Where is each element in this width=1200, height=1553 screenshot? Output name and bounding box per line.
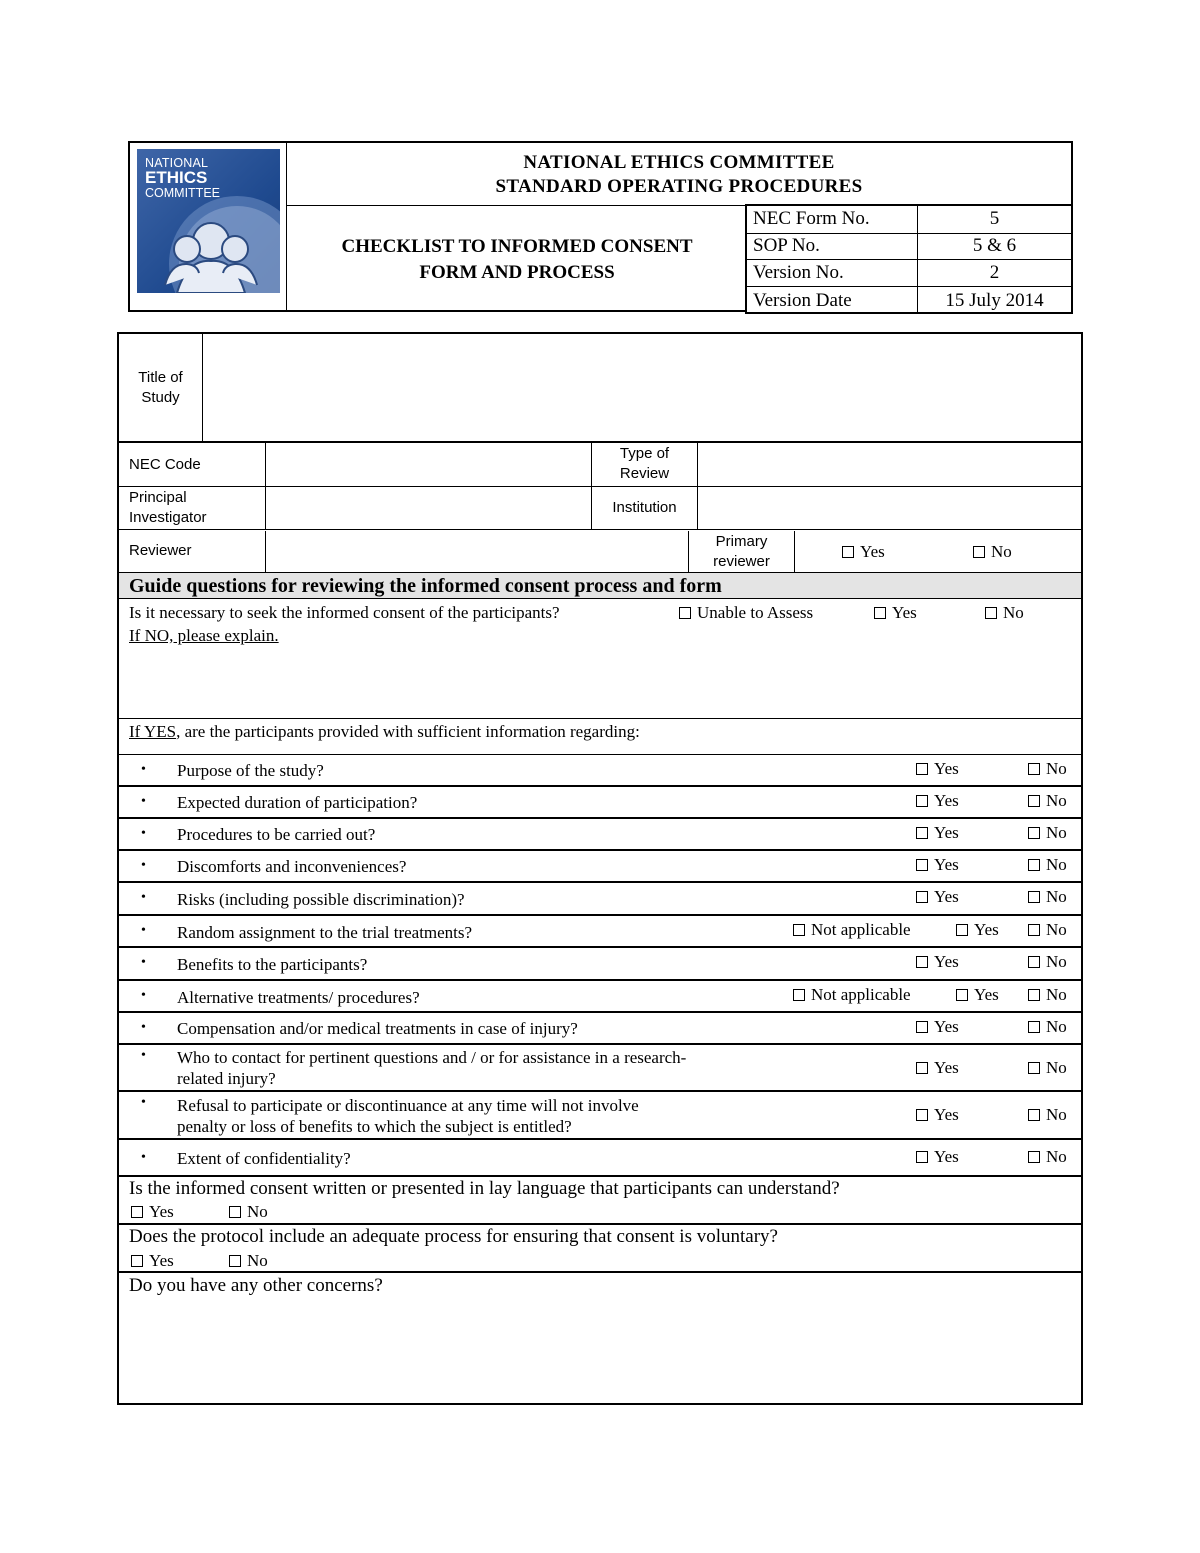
checkbox-icon[interactable] xyxy=(985,607,997,619)
option-label: Yes xyxy=(934,1058,959,1077)
info-row xyxy=(747,286,1071,312)
bullet: • xyxy=(141,826,146,841)
checkbox-icon[interactable] xyxy=(916,1062,928,1074)
if-yes-prefix: If YES xyxy=(129,722,177,741)
checkbox-icon[interactable] xyxy=(131,1206,143,1218)
institution-field[interactable] xyxy=(699,488,1081,529)
primary-reviewer-no[interactable] xyxy=(973,542,1012,562)
reviewer-field[interactable] xyxy=(267,531,687,572)
item-yes[interactable] xyxy=(916,952,959,972)
checkbox-icon[interactable] xyxy=(1028,795,1040,807)
if-no-explain: If NO, please explain. xyxy=(129,626,279,645)
title-of-study-field[interactable] xyxy=(204,334,1081,441)
form-title-line-1: CHECKLIST TO INFORMED CONSENT xyxy=(341,236,693,257)
option-label: No xyxy=(1046,952,1067,971)
option-label: No xyxy=(1046,823,1067,842)
checkbox-icon[interactable] xyxy=(131,1255,143,1267)
divider xyxy=(697,443,698,488)
divider xyxy=(119,1011,1081,1013)
item-no[interactable] xyxy=(1028,1147,1067,1167)
divider xyxy=(119,718,1081,719)
item-yes[interactable] xyxy=(916,1105,959,1125)
info-label: Version Date xyxy=(753,290,852,311)
info-label: NEC Form No. xyxy=(753,208,870,229)
option-label: Yes xyxy=(974,920,999,939)
bullet: • xyxy=(141,988,146,1003)
option-label: Yes xyxy=(934,855,959,874)
checkbox-icon[interactable] xyxy=(1028,956,1040,968)
item-text: Random assignment to the trial treatments? xyxy=(177,923,473,942)
divider xyxy=(119,946,1081,948)
divider xyxy=(119,1138,1081,1140)
checklist-item xyxy=(119,1014,1081,1044)
nec-logo xyxy=(137,149,280,293)
item-yes[interactable] xyxy=(956,985,999,1005)
option-label: No xyxy=(1046,1105,1067,1124)
divider xyxy=(119,1090,1081,1092)
checkbox-icon[interactable] xyxy=(1028,1151,1040,1163)
option-label: No xyxy=(1003,603,1024,622)
divider xyxy=(119,598,1081,599)
checkbox-icon[interactable] xyxy=(916,956,928,968)
item-text: Compensation and/or medical treatments in case of injury? xyxy=(177,1019,578,1038)
item-text: Risks (including possible discrimination)? xyxy=(177,890,465,909)
divider xyxy=(794,531,795,573)
title-of-study-label xyxy=(119,368,202,408)
q-necessity: Is it necessary to seek the informed consent of the participants? xyxy=(129,603,560,622)
people-icon xyxy=(137,149,280,293)
checkbox-icon[interactable] xyxy=(916,795,928,807)
item-yes[interactable] xyxy=(916,759,959,779)
info-label: Version No. xyxy=(753,262,844,283)
option-label: Yes xyxy=(934,759,959,778)
option-label: Yes xyxy=(934,823,959,842)
bullet: • xyxy=(141,794,146,809)
item-text: Procedures to be carried out? xyxy=(177,825,376,844)
item-text xyxy=(177,1047,686,1089)
item-no[interactable] xyxy=(1028,920,1067,940)
option-label: No xyxy=(1046,1147,1067,1166)
label-line: reviewer xyxy=(713,553,770,570)
label-line: Review xyxy=(619,465,670,482)
option-label: Yes xyxy=(934,1017,959,1036)
divider xyxy=(119,529,1081,530)
checkbox-icon[interactable] xyxy=(916,859,928,871)
divider xyxy=(119,754,1081,755)
logo-text-ethics: ETHICS xyxy=(145,168,208,187)
principal-investigator-field[interactable] xyxy=(267,488,590,529)
item-text-line: Who to contact for pertinent questions and / or for assistance in a research- xyxy=(177,1048,687,1067)
checkbox-icon[interactable] xyxy=(916,1151,928,1163)
label-line: Study xyxy=(141,389,180,406)
q-voluntary-no[interactable] xyxy=(229,1251,268,1271)
item-text: Discomforts and inconveniences? xyxy=(177,857,407,876)
divider xyxy=(119,881,1081,883)
option-label: Unable to Assess xyxy=(697,603,814,622)
item-text: Benefits to the participants? xyxy=(177,955,368,974)
institution-label: Institution xyxy=(612,499,677,516)
item-text xyxy=(177,1095,639,1137)
checklist-item xyxy=(119,852,1081,882)
checkbox-icon[interactable] xyxy=(229,1255,241,1267)
org-subtitle: STANDARD OPERATING PROCEDURES xyxy=(495,176,863,197)
form-info-table xyxy=(745,204,1073,314)
option-label: No xyxy=(1046,1017,1067,1036)
option-label: No xyxy=(1046,855,1067,874)
checklist-item xyxy=(119,756,1081,786)
divider xyxy=(119,817,1081,819)
label-line: Type of xyxy=(619,445,670,462)
option-label: No xyxy=(1046,1058,1067,1077)
item-no[interactable] xyxy=(1028,823,1067,843)
option-label: Yes xyxy=(860,542,885,561)
info-value: 5 & 6 xyxy=(917,234,1071,260)
item-text-line: penalty or loss of benefits to which the subject is entitled? xyxy=(177,1117,572,1136)
option-label: Yes xyxy=(934,1105,959,1124)
item-yes[interactable] xyxy=(956,920,999,940)
checkbox-icon[interactable] xyxy=(1028,1109,1040,1121)
checkbox-icon[interactable] xyxy=(229,1206,241,1218)
q-lay-language: Is the informed consent written or presented in lay language that participants can understand? xyxy=(129,1178,840,1199)
checkbox-icon[interactable] xyxy=(793,924,805,936)
q-lay-language-no[interactable] xyxy=(229,1202,268,1222)
org-title: NATIONAL ETHICS COMMITTEE xyxy=(523,152,835,173)
label-line: Investigator xyxy=(129,509,207,526)
divider xyxy=(119,849,1081,851)
item-no[interactable] xyxy=(1028,791,1067,811)
item-no[interactable] xyxy=(1028,855,1067,875)
item-text-line: related injury? xyxy=(177,1069,276,1088)
checkbox-icon[interactable] xyxy=(1028,989,1040,1001)
logo-text-national: NATIONAL xyxy=(145,156,209,170)
divider xyxy=(119,979,1081,981)
option-label: Yes xyxy=(892,603,917,622)
checkbox-icon[interactable] xyxy=(1028,1062,1040,1074)
if-yes-rest: , are the participants provided with sufficient information regarding: xyxy=(176,722,640,741)
info-row xyxy=(747,259,1071,286)
bullet: • xyxy=(141,955,146,970)
q-necessity-yes[interactable] xyxy=(874,603,917,623)
option-label: No xyxy=(1046,920,1067,939)
q-lay-language-yes[interactable] xyxy=(131,1202,174,1222)
other-concerns-field[interactable] xyxy=(129,1300,1069,1400)
checklist-item xyxy=(119,884,1081,914)
info-label: SOP No. xyxy=(753,235,820,256)
divider xyxy=(119,1043,1081,1045)
checkbox-icon[interactable] xyxy=(916,827,928,839)
checkbox-icon[interactable] xyxy=(1028,924,1040,936)
principal-investigator-label xyxy=(129,488,207,528)
option-label: Yes xyxy=(149,1202,174,1221)
logo-cell xyxy=(130,143,287,310)
bullet: • xyxy=(141,1150,146,1165)
org-title-block xyxy=(287,143,1071,206)
checkbox-icon[interactable] xyxy=(916,763,928,775)
guide-heading: Guide questions for reviewing the informed consent process and form xyxy=(119,573,1081,599)
type-of-review-field[interactable] xyxy=(699,443,1081,486)
checklist-item xyxy=(119,917,1081,947)
info-row xyxy=(747,206,1071,233)
item-text: Expected duration of participation? xyxy=(177,793,418,812)
item-not-applicable[interactable] xyxy=(793,985,911,1005)
q-voluntary: Does the protocol include an adequate process for ensuring that consent is voluntary? xyxy=(129,1226,778,1247)
label-line: Primary xyxy=(715,533,768,550)
item-text-line: Refusal to participate or discontinuance at any time will not involve xyxy=(177,1096,639,1115)
checklist-item xyxy=(119,1046,1081,1090)
checkbox-icon[interactable] xyxy=(916,1021,928,1033)
q-voluntary-yes[interactable] xyxy=(131,1251,174,1271)
explanation-field[interactable] xyxy=(129,649,1069,717)
checkbox-icon[interactable] xyxy=(793,989,805,1001)
q-other-concerns: Do you have any other concerns? xyxy=(129,1275,383,1296)
nec-code-field[interactable] xyxy=(267,443,590,486)
q-necessity-unable[interactable] xyxy=(679,603,813,623)
checkbox-icon[interactable] xyxy=(916,1109,928,1121)
checkbox-icon[interactable] xyxy=(1028,891,1040,903)
nec-code-label: NEC Code xyxy=(129,456,201,473)
divider xyxy=(119,486,1081,487)
option-label: No xyxy=(991,542,1012,561)
checklist-table xyxy=(117,332,1083,1405)
item-no[interactable] xyxy=(1028,759,1067,779)
item-no[interactable] xyxy=(1028,887,1067,907)
form-title-line-2: FORM AND PROCESS xyxy=(419,262,615,283)
item-yes[interactable] xyxy=(916,1017,959,1037)
item-no[interactable] xyxy=(1028,1105,1067,1125)
option-label: No xyxy=(1046,759,1067,778)
option-label: Yes xyxy=(974,985,999,1004)
checklist-item xyxy=(119,1093,1081,1138)
option-label: Not applicable xyxy=(811,920,911,939)
divider xyxy=(119,914,1081,916)
checkbox-icon[interactable] xyxy=(956,989,968,1001)
checkbox-icon[interactable] xyxy=(916,891,928,903)
item-yes[interactable] xyxy=(916,791,959,811)
option-label: No xyxy=(247,1202,268,1221)
item-yes[interactable] xyxy=(916,1147,959,1167)
option-label: Not applicable xyxy=(811,985,911,1004)
label-line: Title of xyxy=(138,369,183,386)
option-label: Yes xyxy=(149,1251,174,1270)
option-label: Yes xyxy=(934,952,959,971)
checkbox-icon[interactable] xyxy=(874,607,886,619)
bullet: • xyxy=(141,858,146,873)
bullet: • xyxy=(141,1020,146,1035)
info-value: 5 xyxy=(917,206,1071,233)
q-necessity-no[interactable] xyxy=(985,603,1024,623)
info-value: 2 xyxy=(917,260,1071,287)
checkbox-icon[interactable] xyxy=(1028,763,1040,775)
divider xyxy=(119,1271,1081,1273)
item-yes[interactable] xyxy=(916,1058,959,1078)
checklist-item xyxy=(119,1141,1081,1175)
item-no[interactable] xyxy=(1028,985,1067,1005)
bullet: • xyxy=(141,890,146,905)
bullet: • xyxy=(141,1095,146,1110)
item-yes[interactable] xyxy=(916,823,959,843)
divider xyxy=(697,488,698,530)
item-yes[interactable] xyxy=(916,887,959,907)
primary-reviewer-yes[interactable] xyxy=(842,542,885,562)
option-label: No xyxy=(1046,791,1067,810)
divider xyxy=(119,1175,1081,1177)
checklist-item xyxy=(119,788,1081,818)
bullet: • xyxy=(141,1048,146,1063)
divider xyxy=(119,785,1081,787)
checkbox-icon[interactable] xyxy=(679,607,691,619)
checkbox-icon[interactable] xyxy=(1028,859,1040,871)
info-value: 15 July 2014 xyxy=(917,287,1071,313)
item-text: Extent of confidentiality? xyxy=(177,1149,351,1168)
item-text: Purpose of the study? xyxy=(177,761,324,780)
logo-text-committee: COMMITTEE xyxy=(145,186,220,200)
if-yes-intro xyxy=(129,722,640,742)
option-label: Yes xyxy=(934,1147,959,1166)
primary-reviewer-label xyxy=(689,532,794,572)
item-text: Alternative treatments/ procedures? xyxy=(177,988,420,1007)
checkbox-icon[interactable] xyxy=(842,546,854,558)
option-label: No xyxy=(247,1251,268,1270)
item-no[interactable] xyxy=(1028,1017,1067,1037)
type-of-review-label xyxy=(592,444,697,484)
option-label: No xyxy=(1046,887,1067,906)
item-no[interactable] xyxy=(1028,1058,1067,1078)
bullet: • xyxy=(141,923,146,938)
option-label: No xyxy=(1046,985,1067,1004)
checkbox-icon[interactable] xyxy=(956,924,968,936)
checklist-item xyxy=(119,949,1081,979)
divider xyxy=(119,1223,1081,1225)
form-title-block xyxy=(287,206,748,310)
item-no[interactable] xyxy=(1028,952,1067,972)
checkbox-icon[interactable] xyxy=(973,546,985,558)
checklist-item xyxy=(119,982,1081,1012)
label-line: Principal xyxy=(129,489,187,506)
info-row xyxy=(747,233,1071,259)
divider xyxy=(265,531,266,573)
item-not-applicable[interactable] xyxy=(793,920,911,940)
option-label: Yes xyxy=(934,791,959,810)
reviewer-label: Reviewer xyxy=(129,542,192,559)
checklist-item xyxy=(119,820,1081,850)
item-yes[interactable] xyxy=(916,855,959,875)
divider xyxy=(202,334,203,441)
option-label: Yes xyxy=(934,887,959,906)
bullet: • xyxy=(141,762,146,777)
checkbox-icon[interactable] xyxy=(1028,827,1040,839)
checkbox-icon[interactable] xyxy=(1028,1021,1040,1033)
